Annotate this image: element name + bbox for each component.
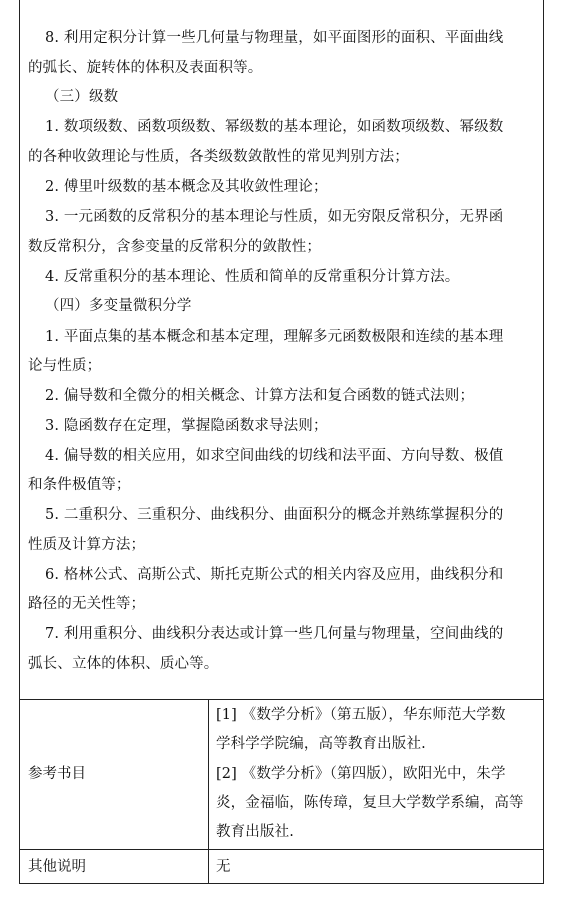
reference-2-line1: [2] 《数学分析》（第四版），欧阳光中，朱学 (216, 766, 506, 782)
item8-line2: 的弧长、旋转体的体积及表面积等。 (28, 60, 263, 76)
reference-1-line2: 学科学学院编，高等教育出版社. (216, 736, 426, 752)
s4-item4-line2: 和条件极值等； (28, 477, 131, 493)
content-cell (20, 0, 543, 699)
column-divider (208, 699, 209, 883)
section3-heading: （三）级数 (45, 89, 119, 105)
section4-heading: （四）多变量微积分学 (45, 298, 192, 314)
row-divider-references (20, 699, 543, 700)
s4-item4-line1: 4. 偏导数的相关应用，如求空间曲线的切线和法平面、方向导数、极值 (45, 448, 504, 464)
references-label: 参考书目 (28, 766, 86, 782)
row-divider-other (20, 849, 543, 850)
s4-item5-line2: 性质及计算方法； (28, 537, 146, 553)
syllabus-table (19, 0, 544, 884)
reference-2-line2: 炎，金福临，陈传璋，复旦大学数学系编，高等 (216, 795, 524, 811)
s4-item5-line1: 5. 二重积分、三重积分、曲线积分、曲面积分的概念并熟练掌握积分的 (45, 507, 504, 523)
s4-item3: 3. 隐函数存在定理，掌握隐函数求导法则； (45, 418, 328, 434)
s4-item2: 2. 偏导数和全微分的相关概念、计算方法和复合函数的链式法则； (45, 388, 475, 404)
s4-item1-line2: 论与性质； (28, 358, 102, 374)
s3-item1-line2: 的各种收敛理论与性质，各类级数敛散性的常见判别方法； (28, 149, 409, 165)
s4-item6-line1: 6. 格林公式、高斯公式、斯托克斯公式的相关内容及应用，曲线积分和 (45, 567, 504, 583)
reference-1-line1: [1] 《数学分析》（第五版），华东师范大学数 (216, 707, 506, 723)
s4-item6-line2: 路径的无关性等； (28, 596, 146, 612)
item8-line1: 8. 利用定积分计算一些几何量与物理量，如平面图形的面积、平面曲线 (45, 30, 504, 46)
s3-item4: 4. 反常重积分的基本理论、性质和简单的反常重积分计算方法。 (45, 269, 460, 285)
other-label: 其他说明 (28, 859, 86, 875)
other-value: 无 (216, 859, 231, 875)
s4-item1-line1: 1. 平面点集的基本概念和基本定理，理解多元函数极限和连续的基本理 (45, 329, 504, 345)
s3-item1-line1: 1. 数项级数、函数项级数、幂级数的基本理论，如函数项级数、幂级数 (45, 119, 504, 135)
reference-2-line3: 教育出版社. (216, 824, 295, 840)
s4-item7-line2: 弧长、立体的体积、质心等。 (28, 656, 219, 672)
s3-item2: 2. 傅里叶级数的基本概念及其收敛性理论； (45, 179, 328, 195)
s3-item3-line1: 3. 一元函数的反常积分的基本理论与性质，如无穷限反常积分，无界函 (45, 209, 504, 225)
s4-item7-line1: 7. 利用重积分、曲线积分表达或计算一些几何量与物理量，空间曲线的 (45, 626, 504, 642)
s3-item3-line2: 数反常积分，含参变量的反常积分的敛散性； (28, 239, 321, 255)
